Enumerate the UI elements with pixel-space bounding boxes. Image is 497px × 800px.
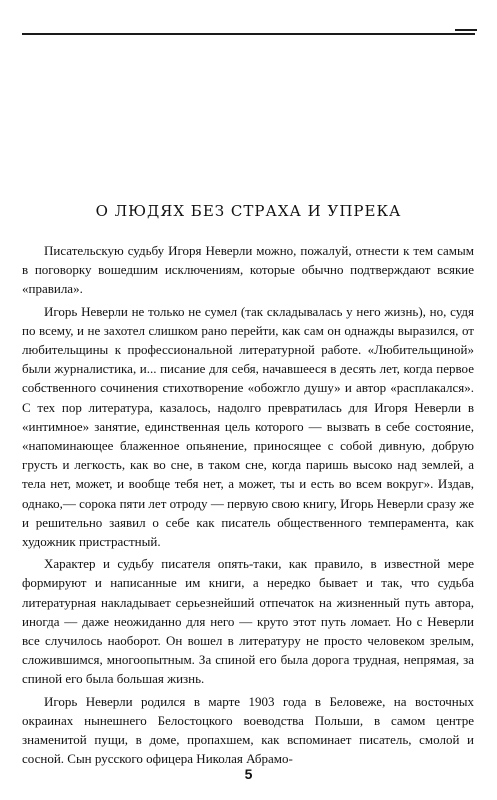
top-rule <box>22 33 475 35</box>
paragraph-2: Игорь Неверли не только не сумел (так складывалась у него жизнь), но, судя по всему, и не захотел слишком рано перейти, как сам он однажды выразился, от любительщины к профессиональной литературной работе. «Любительщиной» были журналистика, и... писание для себя, начавшееся в десять лет, когда первое собственного сочинения стихотворение «обожгло душу» и автор «расплакался». С тех пор литература, казалось, надолго превратилась для Игоря Неверли в «интимное» занятие, единственная цель которого — вызвать в себе состояние, «напоминающее блаженное опьянение, приносящее с собой дивную, добрую грусть и легкость, как во сне, в таком сне, когда паришь высоко над землей, а тела нет, может, и вообще тебя нет, а может, ты и есть во всем вокруг». Издав, однако,— сорока пяти лет отроду — первую свою книгу, Игорь Неверли сразу же и решительно заявил о себе как писатель общественного темперамента, как художник пристрастный. <box>22 303 474 550</box>
paragraph-4: Игорь Неверли родился в марте 1903 года в Беловеже, на восточных окраинах нынешнего Белостоцкого воеводства Польши, в самом центре знаменитой пущи, в доме, пропахшем, как вспоминает писатель, смолой и сосной. Сын русского офицера Николая Абрамо- <box>22 693 474 767</box>
top-rule-dash <box>455 29 477 31</box>
paragraph-1: Писательскую судьбу Игоря Неверли можно, пожалуй, отнести к тем самым в поговорку вошедшим исключениям, которые обычно подтверждают всякие «правила». <box>22 243 474 297</box>
page-number: 5 <box>244 766 253 782</box>
chapter-title: О ЛЮДЯХ БЕЗ СТРАХА И УПРЕКА <box>95 202 402 220</box>
body-text <box>22 241 474 771</box>
paragraph-3: Характер и судьбу писателя опять-таки, как правило, в известной мере формируют и написанные им книги, а нередко бывает и так, что судьба литературная накладывает серьезнейший отпечаток на жизненный путь автора, иногда — даже неожиданно для него — круто этот путь ломает. Но с Неверли все случилось наоборот. Он вошел в литературу не просто человеком зрелым, сложившимся, многоопытным. За спиной его была дорога трудная, непрямая, за спиной его была большая жизнь. <box>22 556 474 687</box>
